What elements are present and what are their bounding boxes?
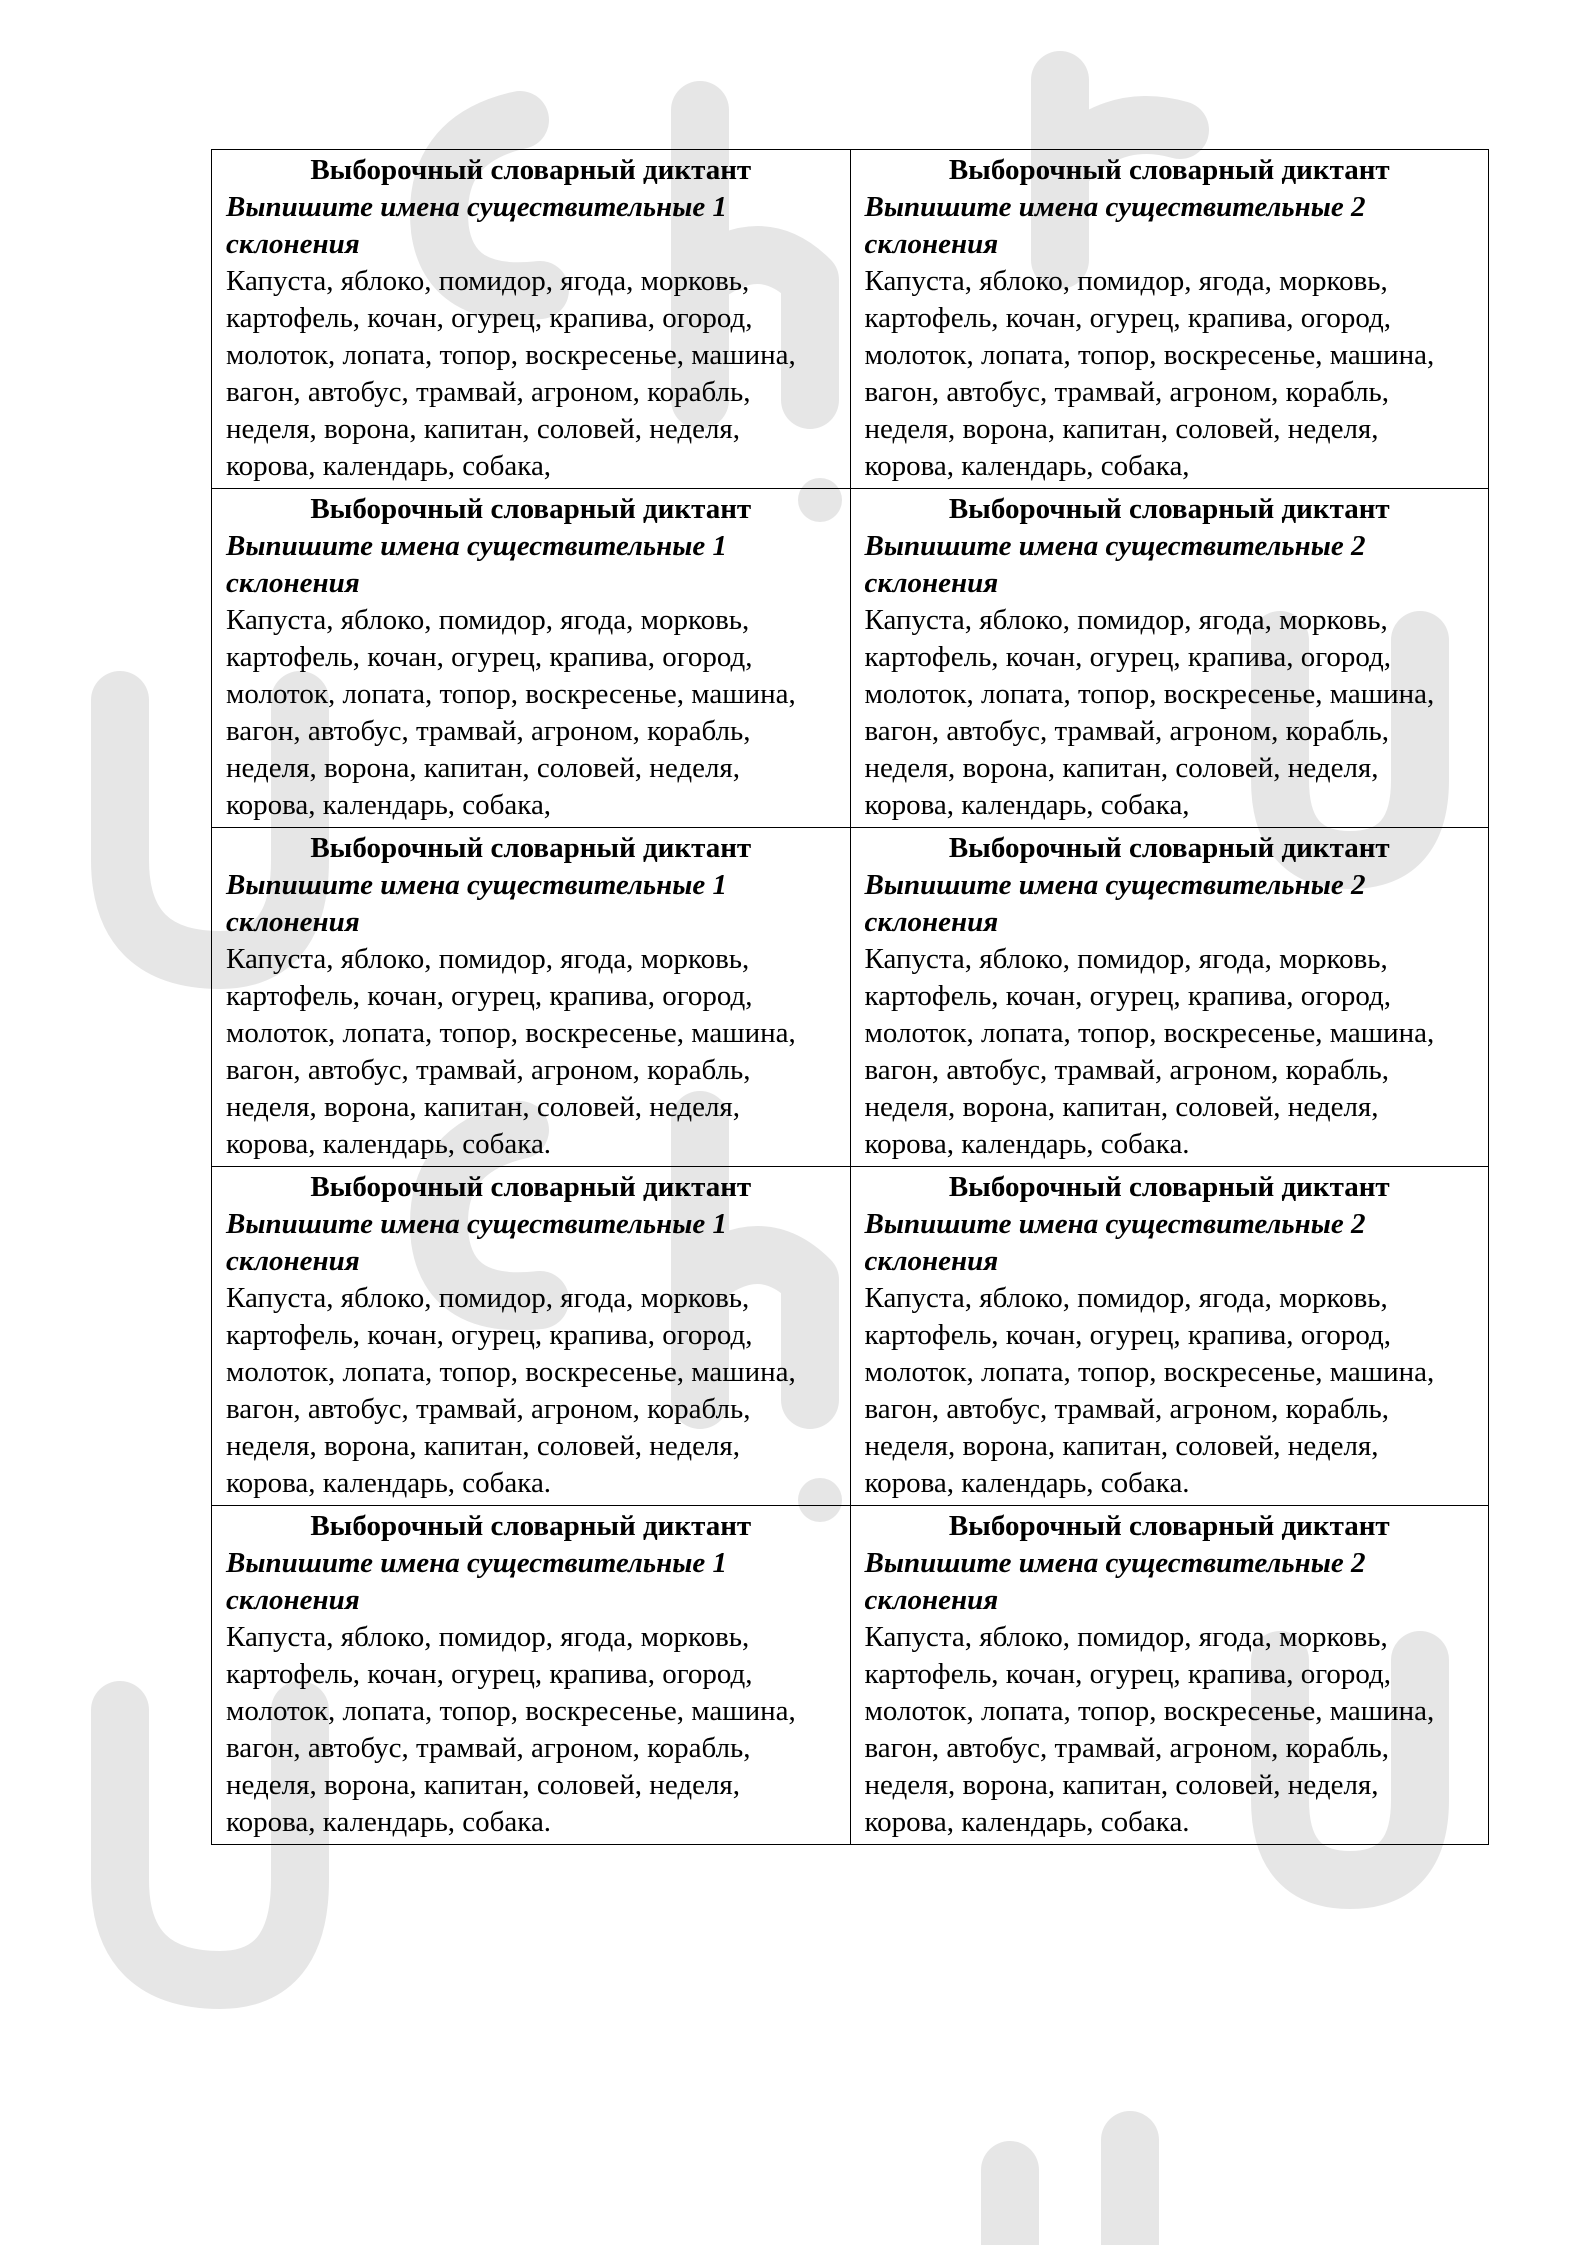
dictation-cards-sheet (211, 149, 1489, 1845)
card-task: Выпишите имена существительные 2 склонения (864, 869, 1366, 938)
card-task: Выпишите имена существительные 2 склонения (864, 1208, 1366, 1277)
dictation-card-left (212, 150, 851, 489)
card-task: Выпишите имена существительные 1 склонения (226, 869, 728, 938)
dictation-card-right (850, 489, 1489, 828)
card-title: Выборочный словарный диктант (310, 832, 752, 864)
card-title: Выборочный словарный диктант (948, 154, 1390, 186)
dictation-cards-table (211, 149, 1489, 1845)
card-title: Выборочный словарный диктант (310, 1510, 752, 1542)
card-word-list: Капуста, яблоко, помидор, ягода, морковь, картофель, кочан, огурец, крапива, огород, молоток, лопата, топор, воскресенье, машина, вагон, автобус, трамвай, агроном, корабль, неделя, ворона, капитан, соловей, неделя, корова, календарь, собака. (864, 1282, 1435, 1499)
card-task: Выпишите имена существительные 1 склонения (226, 1208, 728, 1277)
card-title: Выборочный словарный диктант (310, 1171, 752, 1203)
card-row (212, 1167, 1489, 1506)
card-task: Выпишите имена существительные 1 склонения (226, 530, 728, 599)
card-task: Выпишите имена существительные 2 склонения (864, 530, 1366, 599)
dictation-card-left (212, 828, 851, 1167)
card-task: Выпишите имена существительные 1 склонения (226, 1547, 728, 1616)
dictation-card-left (212, 1506, 851, 1845)
dictation-card-right (850, 1506, 1489, 1845)
card-word-list: Капуста, яблоко, помидор, ягода, морковь, картофель, кочан, огурец, крапива, огород, молоток, лопата, топор, воскресенье, машина, вагон, автобус, трамвай, агроном, корабль, неделя, ворона, капитан, соловей, неделя, корова, календарь, собака. (864, 943, 1435, 1160)
card-row (212, 1506, 1489, 1845)
card-task: Выпишите имена существительные 1 склонения (226, 191, 728, 260)
card-word-list: Капуста, яблоко, помидор, ягода, морковь, картофель, кочан, огурец, крапива, огород, молоток, лопата, топор, воскресенье, машина, вагон, автобус, трамвай, агроном, корабль, неделя, ворона, капитан, соловей, неделя, корова, календарь, собака. (226, 943, 796, 1160)
dictation-card-right (850, 828, 1489, 1167)
card-word-list: Капуста, яблоко, помидор, ягода, морковь, картофель, кочан, огурец, крапива, огород, молоток, лопата, топор, воскресенье, машина, вагон, автобус, трамвай, агроном, корабль, неделя, ворона, капитан, соловей, неделя, корова, календарь, собака. (226, 1282, 796, 1499)
cards-table-body (212, 150, 1489, 1845)
dictation-card-left (212, 1167, 851, 1506)
card-word-list: Капуста, яблоко, помидор, ягода, морковь, картофель, кочан, огурец, крапива, огород, молоток, лопата, топор, воскресенье, машина, вагон, автобус, трамвай, агроном, корабль, неделя, ворона, капитан, соловей, неделя, корова, календарь, собака. (226, 1621, 796, 1838)
card-title: Выборочный словарный диктант (948, 1171, 1390, 1203)
card-row (212, 828, 1489, 1167)
card-task: Выпишите имена существительные 2 склонения (864, 191, 1366, 260)
card-title: Выборочный словарный диктант (310, 493, 752, 525)
card-title: Выборочный словарный диктант (948, 1510, 1390, 1542)
card-word-list: Капуста, яблоко, помидор, ягода, морковь, картофель, кочан, огурец, крапива, огород, молоток, лопата, топор, воскресенье, машина, вагон, автобус, трамвай, агроном, корабль, неделя, ворона, капитан, соловей, неделя, корова, календарь, собака, (864, 265, 1435, 482)
card-title: Выборочный словарный диктант (948, 832, 1390, 864)
card-row (212, 489, 1489, 828)
dictation-card-left (212, 489, 851, 828)
card-task: Выпишите имена существительные 2 склонения (864, 1547, 1366, 1616)
dictation-card-right (850, 1167, 1489, 1506)
card-word-list: Капуста, яблоко, помидор, ягода, морковь, картофель, кочан, огурец, крапива, огород, молоток, лопата, топор, воскресенье, машина, вагон, автобус, трамвай, агроном, корабль, неделя, ворона, капитан, соловей, неделя, корова, календарь, собака, (226, 604, 796, 821)
dictation-card-right (850, 150, 1489, 489)
card-word-list: Капуста, яблоко, помидор, ягода, морковь, картофель, кочан, огурец, крапива, огород, молоток, лопата, топор, воскресенье, машина, вагон, автобус, трамвай, агроном, корабль, неделя, ворона, капитан, соловей, неделя, корова, календарь, собака. (864, 1621, 1435, 1838)
card-title: Выборочный словарный диктант (310, 154, 752, 186)
card-word-list: Капуста, яблоко, помидор, ягода, морковь, картофель, кочан, огурец, крапива, огород, молоток, лопата, топор, воскресенье, машина, вагон, автобус, трамвай, агроном, корабль, неделя, ворона, капитан, соловей, неделя, корова, календарь, собака, (226, 265, 796, 482)
card-row (212, 150, 1489, 489)
card-title: Выборочный словарный диктант (948, 493, 1390, 525)
card-word-list: Капуста, яблоко, помидор, ягода, морковь, картофель, кочан, огурец, крапива, огород, молоток, лопата, топор, воскресенье, машина, вагон, автобус, трамвай, агроном, корабль, неделя, ворона, капитан, соловей, неделя, корова, календарь, собака, (864, 604, 1435, 821)
